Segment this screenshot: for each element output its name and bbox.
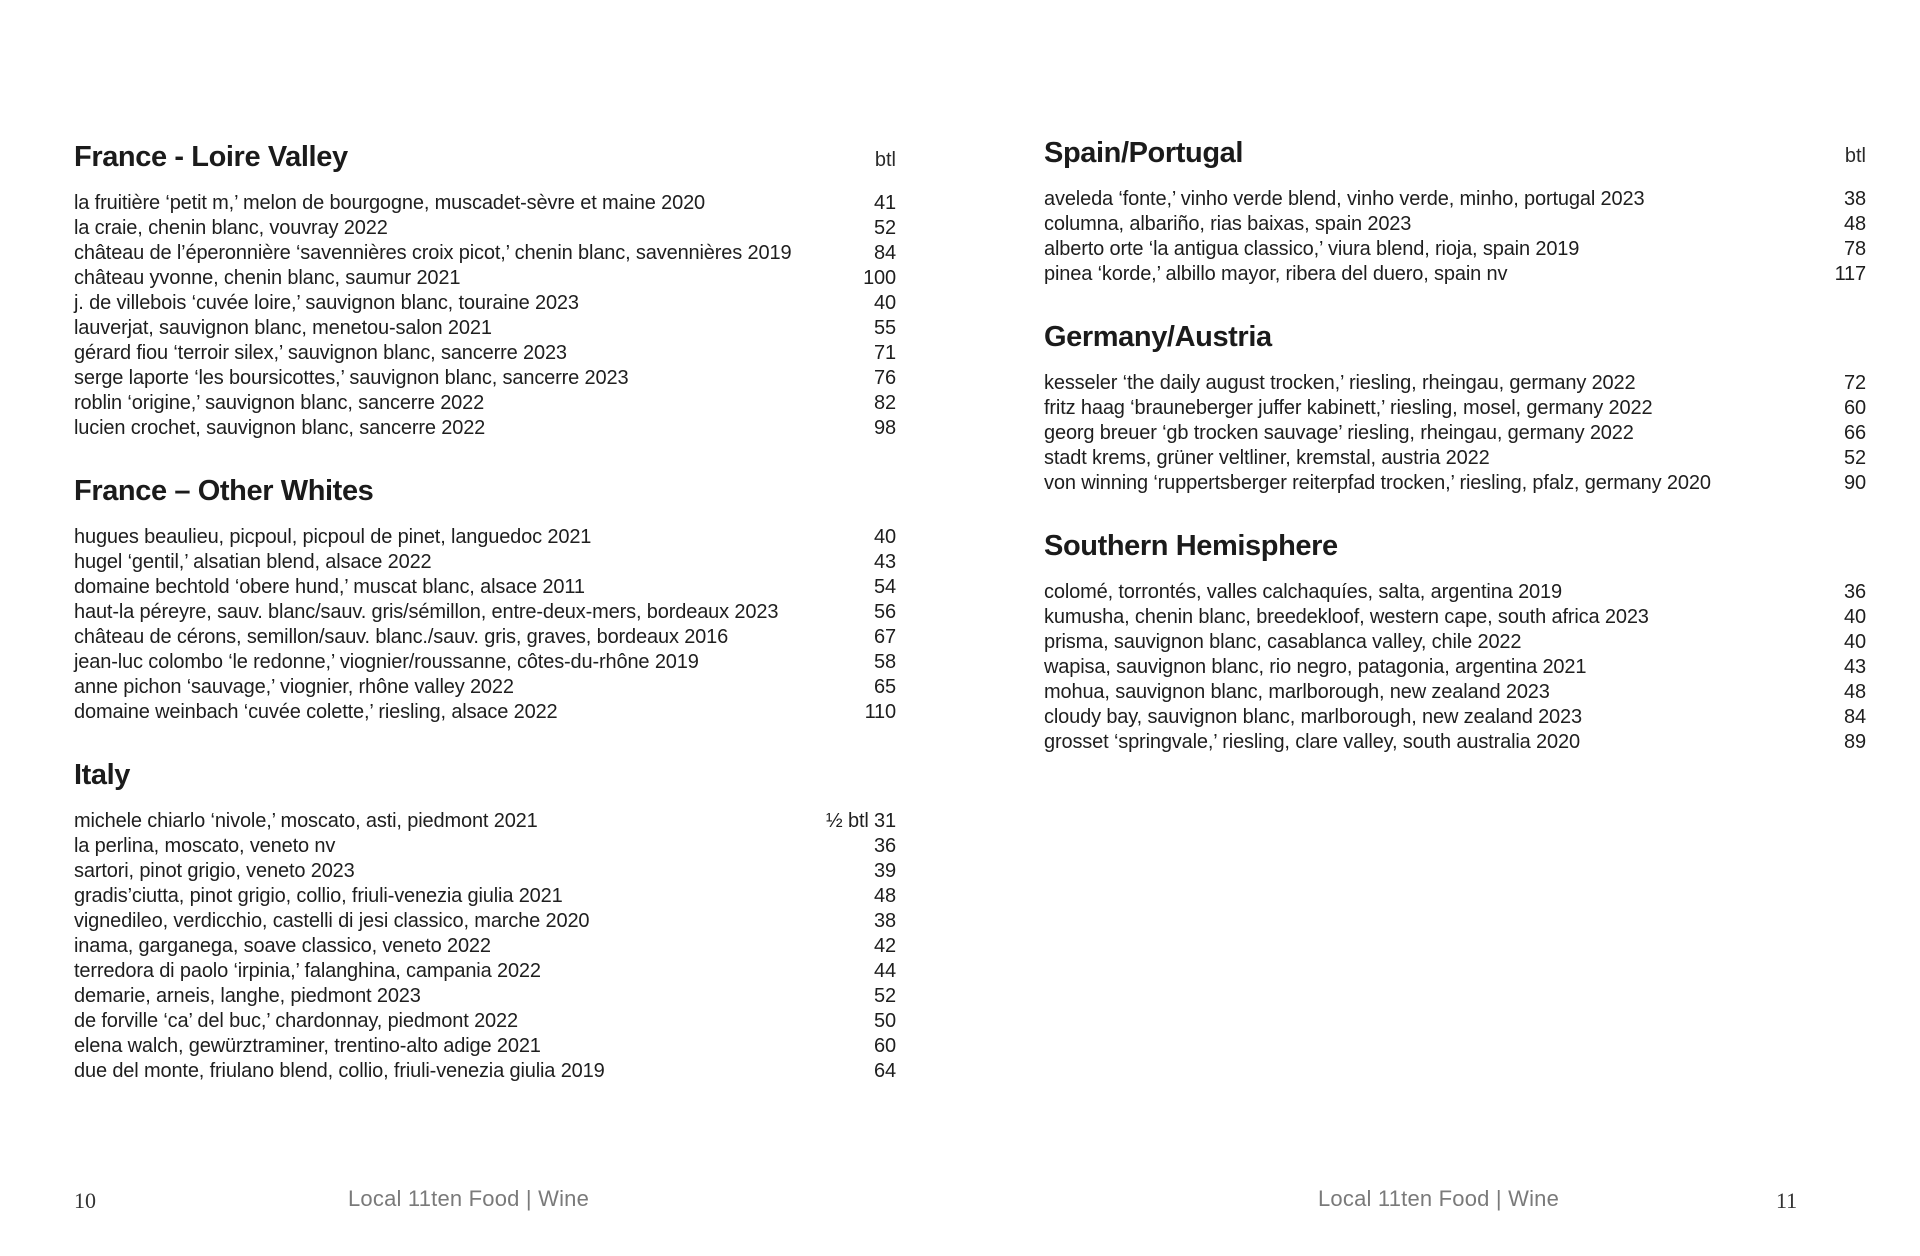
wine-name: serge laporte ‘les boursicottes,’ sauvignon blanc, sancerre 2023: [74, 367, 629, 389]
wine-price: 38: [874, 910, 896, 932]
wine-price: 40: [1844, 631, 1866, 653]
wine-row: [74, 934, 896, 959]
wine-row: [1044, 655, 1866, 680]
wine-row: [74, 550, 896, 575]
wine-list: [74, 191, 896, 441]
wine-price: 89: [1844, 731, 1866, 753]
wine-price: 55: [874, 317, 896, 339]
wine-row: [1044, 371, 1866, 396]
wine-section: [1044, 321, 1866, 496]
wine-price: 43: [1844, 656, 1866, 678]
wine-row: [74, 625, 896, 650]
wine-row: [74, 859, 896, 884]
left-column: [74, 141, 896, 1118]
wine-row: [74, 834, 896, 859]
footer-brand-left: Local 11ten Food | Wine: [348, 1186, 590, 1211]
wine-name: michele chiarlo ‘nivole,’ moscato, asti, piedmont 2021: [74, 810, 538, 832]
wine-row: [1044, 187, 1866, 212]
wine-price: 44: [874, 960, 896, 982]
wine-row: [74, 675, 896, 700]
wine-list: [74, 809, 896, 1084]
wine-row: [74, 650, 896, 675]
wine-name: la fruitière ‘petit m,’ melon de bourgogne, muscadet-sèvre et maine 2020: [74, 192, 706, 214]
wine-price: 60: [1844, 397, 1866, 419]
wine-price: 42: [874, 935, 896, 957]
wine-price: 72: [1844, 372, 1866, 394]
wine-name: jean-luc colombo ‘le redonne,’ viognier/roussanne, côtes-du-rhône 2019: [74, 651, 699, 673]
wine-row: [74, 700, 896, 725]
wine-row: [74, 266, 896, 291]
wine-section: [74, 475, 896, 725]
wine-section: [74, 759, 896, 1084]
wine-name: columna, albariño, rias baixas, spain 2023: [1044, 213, 1412, 235]
wine-name: sartori, pinot grigio, veneto 2023: [74, 860, 355, 882]
wine-row: [1044, 580, 1866, 605]
wine-name: wapisa, sauvignon blanc, rio negro, patagonia, argentina 2021: [1044, 656, 1587, 678]
wine-row: [74, 884, 896, 909]
wine-price: 67: [874, 626, 896, 648]
wine-name: alberto orte ‘la antigua classico,’ viura blend, rioja, spain 2019: [1044, 238, 1580, 260]
wine-section: [1044, 137, 1866, 287]
wine-row: [74, 984, 896, 1009]
section-title: Germany/Austria: [1044, 321, 1272, 353]
wine-name: grosset ‘springvale,’ riesling, clare valley, south australia 2020: [1044, 731, 1580, 753]
wine-name: kesseler ‘the daily august trocken,’ riesling, rheingau, germany 2022: [1044, 372, 1636, 394]
section-title: Southern Hemisphere: [1044, 530, 1338, 562]
wine-name: gérard fiou ‘terroir silex,’ sauvignon blanc, sancerre 2023: [74, 342, 567, 364]
wine-name: hugel ‘gentil,’ alsatian blend, alsace 2022: [74, 551, 432, 573]
wine-section: [1044, 530, 1866, 755]
section-header: [1044, 530, 1866, 570]
wine-name: von winning ‘ruppertsberger reiterpfad trocken,’ riesling, pfalz, germany 2020: [1044, 472, 1711, 494]
wine-name: pinea ‘korde,’ albillo mayor, ribera del duero, spain nv: [1044, 263, 1508, 285]
wine-row: [74, 291, 896, 316]
wine-name: inama, garganega, soave classico, veneto 2022: [74, 935, 491, 957]
wine-name: cloudy bay, sauvignon blanc, marlborough, new zealand 2023: [1044, 706, 1582, 728]
wine-row: [74, 1059, 896, 1084]
page-number-right: 11: [1776, 1188, 1798, 1213]
wine-price: 48: [1844, 681, 1866, 703]
wine-price: 38: [1844, 188, 1866, 210]
wine-row: [74, 416, 896, 441]
wine-row: [1044, 237, 1866, 262]
wine-price: 71: [874, 342, 896, 364]
wine-name: domaine weinbach ‘cuvée colette,’ riesling, alsace 2022: [74, 701, 558, 723]
footer-brand-right: Local 11ten Food | Wine: [1318, 1186, 1560, 1211]
bottle-column-label: btl: [874, 149, 896, 171]
wine-name: lauverjat, sauvignon blanc, menetou-salon 2021: [74, 317, 492, 339]
wine-name: colomé, torrontés, valles calchaquíes, salta, argentina 2019: [1044, 581, 1562, 603]
wine-name: aveleda ‘fonte,’ vinho verde blend, vinho verde, minho, portugal 2023: [1044, 188, 1645, 210]
wine-list: [1044, 371, 1866, 496]
wine-row: [1044, 212, 1866, 237]
wine-row: [1044, 471, 1866, 496]
wine-price: 48: [874, 885, 896, 907]
wine-row: [74, 575, 896, 600]
wine-row: [74, 1034, 896, 1059]
wine-name: château de l’éperonnière ‘savennières croix picot,’ chenin blanc, savennières 2019: [74, 242, 792, 264]
wine-list: [1044, 580, 1866, 755]
wine-price: 64: [874, 1060, 896, 1082]
wine-name: hugues beaulieu, picpoul, picpoul de pinet, languedoc 2021: [74, 526, 592, 548]
wine-price: 54: [874, 576, 896, 598]
section-header: [1044, 321, 1866, 361]
section-title: Italy: [74, 759, 131, 791]
section-title: France – Other Whites: [74, 475, 374, 507]
wine-row: [1044, 396, 1866, 421]
wine-price: 36: [874, 835, 896, 857]
wine-price: 40: [874, 526, 896, 548]
wine-name: haut-la péreyre, sauv. blanc/sauv. gris/sémillon, entre-deux-mers, bordeaux 2023: [74, 601, 779, 623]
wine-name: de forville ‘ca’ del buc,’ chardonnay, piedmont 2022: [74, 1010, 518, 1032]
wine-price: 40: [874, 292, 896, 314]
wine-price: ½ btl 31: [826, 810, 896, 832]
page-number-left: 10: [74, 1188, 96, 1213]
wine-name: due del monte, friulano blend, collio, friuli-venezia giulia 2019: [74, 1060, 605, 1082]
wine-row: [74, 316, 896, 341]
wine-price: 100: [863, 267, 896, 289]
wine-row: [1044, 421, 1866, 446]
wine-row: [74, 600, 896, 625]
wine-name: terredora di paolo ‘irpinia,’ falanghina, campania 2022: [74, 960, 541, 982]
wine-row: [1044, 705, 1866, 730]
section-header: [74, 759, 896, 799]
wine-price: 56: [874, 601, 896, 623]
wine-price: 52: [874, 985, 896, 1007]
wine-name: lucien crochet, sauvignon blanc, sancerre 2022: [74, 417, 486, 439]
wine-price: 78: [1844, 238, 1866, 260]
wine-row: [74, 525, 896, 550]
wine-name: château de cérons, semillon/sauv. blanc./sauv. gris, graves, bordeaux 2016: [74, 626, 729, 648]
wine-name: anne pichon ‘sauvage,’ viognier, rhône valley 2022: [74, 676, 514, 698]
wine-price: 110: [864, 701, 896, 723]
wine-row: [1044, 262, 1866, 287]
wine-name: georg breuer ‘gb trocken sauvage’ riesling, rheingau, germany 2022: [1044, 422, 1634, 444]
wine-name: fritz haag ‘brauneberger juffer kabinett,’ riesling, mosel, germany 2022: [1044, 397, 1653, 419]
wine-price: 39: [874, 860, 896, 882]
wine-row: [74, 366, 896, 391]
wine-name: stadt krems, grüner veltliner, kremstal, austria 2022: [1044, 447, 1490, 469]
wine-price: 84: [1844, 706, 1866, 728]
wine-row: [74, 909, 896, 934]
wine-name: gradis’ciutta, pinot grigio, collio, friuli-venezia giulia 2021: [74, 885, 563, 907]
wine-price: 41: [874, 192, 896, 214]
right-column: [1044, 137, 1866, 789]
wine-name: vignedileo, verdicchio, castelli di jesi classico, marche 2020: [74, 910, 590, 932]
wine-list: [1044, 187, 1866, 287]
wine-name: la perlina, moscato, veneto nv: [74, 835, 336, 857]
wine-name: mohua, sauvignon blanc, marlborough, new zealand 2023: [1044, 681, 1550, 703]
wine-price: 65: [874, 676, 896, 698]
wine-price: 36: [1844, 581, 1866, 603]
wine-price: 76: [874, 367, 896, 389]
wine-list: [74, 525, 896, 725]
wine-row: [74, 1009, 896, 1034]
wine-row: [74, 241, 896, 266]
wine-price: 48: [1844, 213, 1866, 235]
wine-name: domaine bechtold ‘obere hund,’ muscat blanc, alsace 2011: [74, 576, 585, 598]
wine-name: demarie, arneis, langhe, piedmont 2023: [74, 985, 421, 1007]
wine-row: [1044, 605, 1866, 630]
wine-row: [74, 809, 896, 834]
wine-row: [1044, 730, 1866, 755]
wine-section: [74, 141, 896, 441]
wine-name: roblin ‘origine,’ sauvignon blanc, sancerre 2022: [74, 392, 485, 414]
wine-name: château yvonne, chenin blanc, saumur 2021: [74, 267, 461, 289]
wine-price: 90: [1844, 472, 1866, 494]
section-title: France - Loire Valley: [74, 141, 348, 173]
wine-row: [74, 216, 896, 241]
wine-price: 40: [1844, 606, 1866, 628]
wine-row: [74, 341, 896, 366]
wine-price: 98: [874, 417, 896, 439]
wine-row: [74, 959, 896, 984]
wine-row: [1044, 630, 1866, 655]
wine-price: 52: [874, 217, 896, 239]
right-page: [960, 0, 1920, 1256]
wine-price: 117: [1834, 263, 1866, 285]
section-header: [1044, 137, 1866, 177]
wine-name: la craie, chenin blanc, vouvray 2022: [74, 217, 388, 239]
wine-price: 52: [1844, 447, 1866, 469]
wine-row: [1044, 446, 1866, 471]
wine-name: elena walch, gewürztraminer, trentino-alto adige 2021: [74, 1035, 541, 1057]
wine-price: 58: [874, 651, 896, 673]
wine-row: [74, 191, 896, 216]
section-header: [74, 141, 896, 181]
bottle-column-label: btl: [1844, 145, 1866, 167]
wine-price: 66: [1844, 422, 1866, 444]
wine-price: 50: [874, 1010, 896, 1032]
wine-price: 84: [874, 242, 896, 264]
wine-price: 43: [874, 551, 896, 573]
wine-row: [1044, 680, 1866, 705]
section-title: Spain/Portugal: [1044, 137, 1244, 169]
wine-price: 82: [874, 392, 896, 414]
wine-name: kumusha, chenin blanc, breedekloof, western cape, south africa 2023: [1044, 606, 1649, 628]
wine-row: [74, 391, 896, 416]
wine-name: prisma, sauvignon blanc, casablanca valley, chile 2022: [1044, 631, 1522, 653]
wine-price: 60: [874, 1035, 896, 1057]
wine-name: j. de villebois ‘cuvée loire,’ sauvignon blanc, touraine 2023: [74, 292, 579, 314]
section-header: [74, 475, 896, 515]
